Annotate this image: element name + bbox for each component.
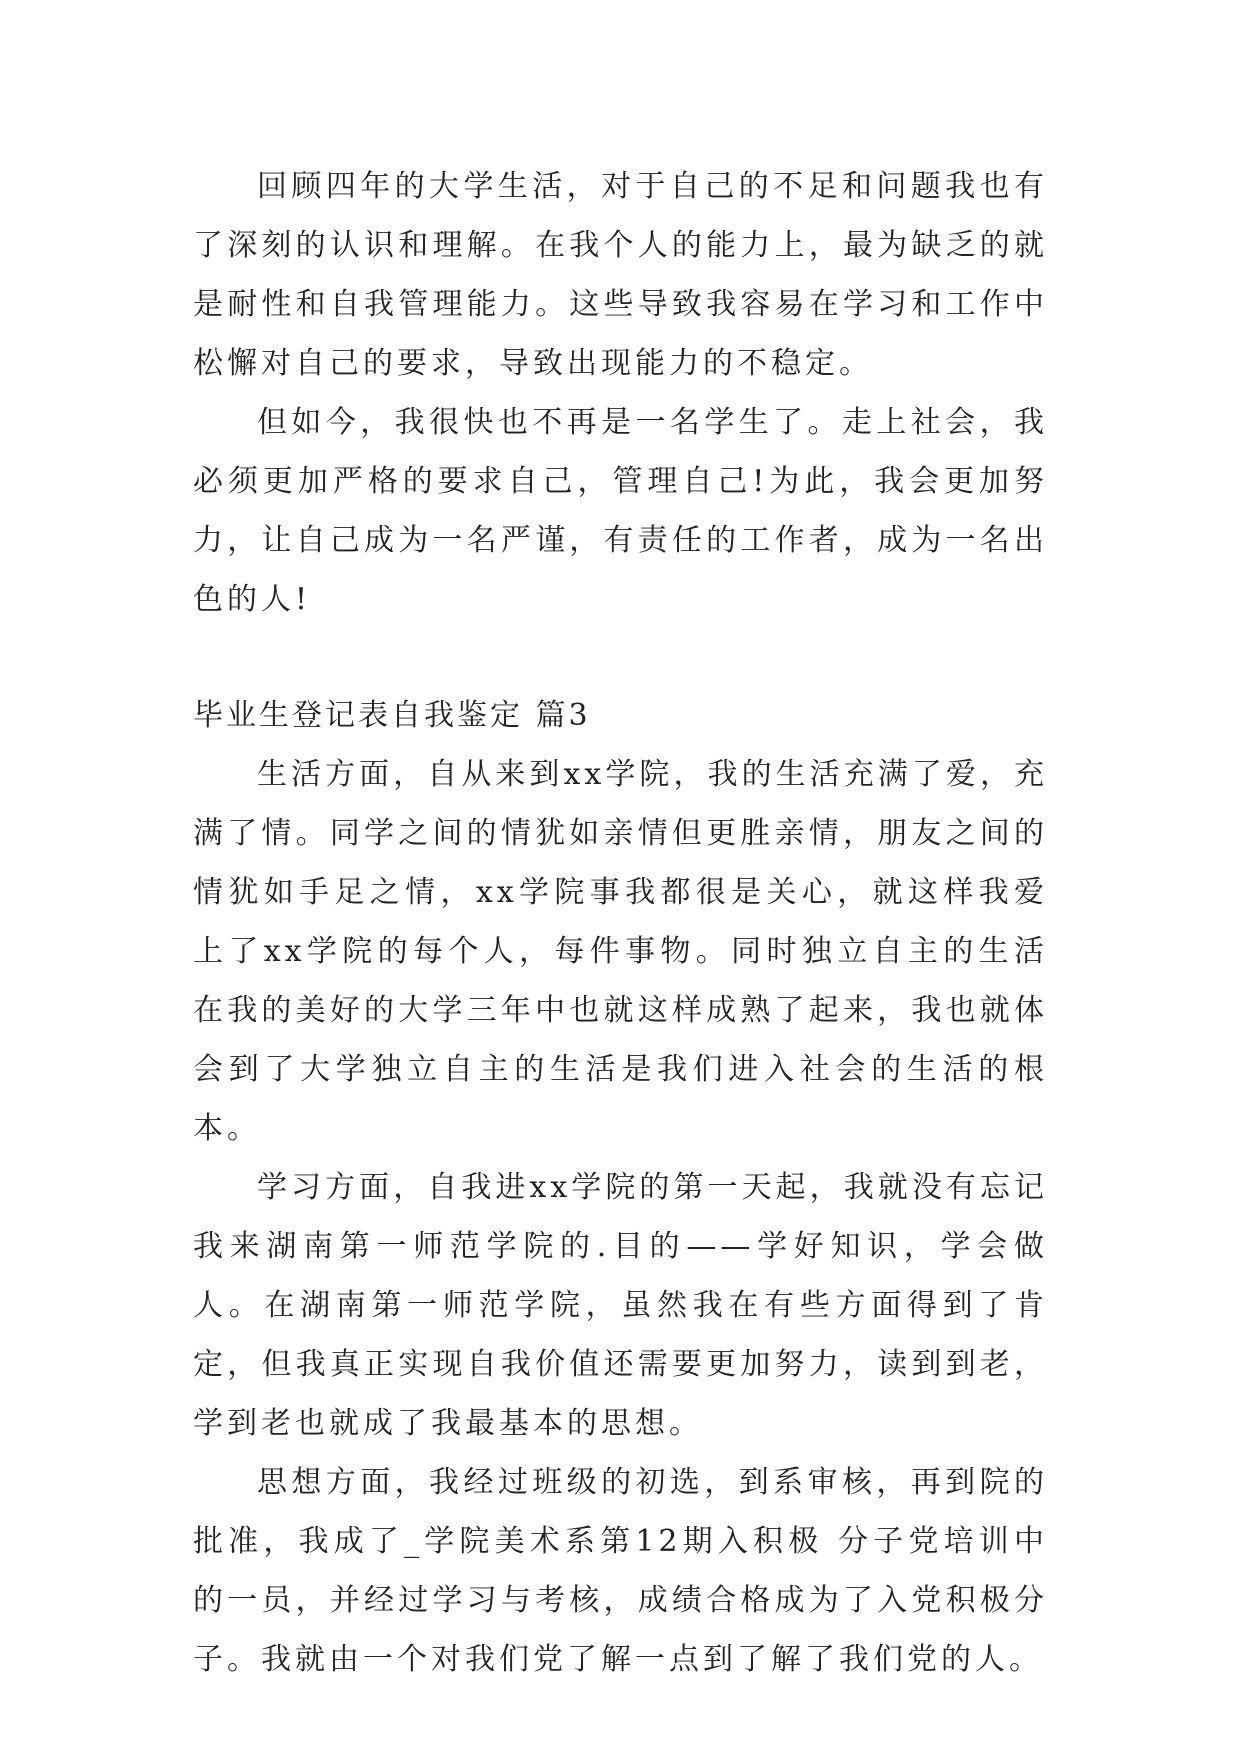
document-body <box>193 157 1048 1689</box>
paragraph-reflection: 回顾四年的大学生活，对于自己的不足和问题我也有了深刻的认识和理解。在我个人的能力上，最为缺乏的就是耐性和自我管理能力。这些导致我容易在学习和工作中松懈对自己的要求，导致出现能力的不稳定。 <box>193 169 1048 381</box>
paragraph-future: 但如今，我很快也不再是一名学生了。走上社会，我必须更加严格的要求自己，管理自己!为此，我会更加努力，让自己成为一名严谨，有责任的工作者，成为一名出色的人! <box>193 405 1048 617</box>
paragraph-life: 生活方面，自从来到xx学院，我的生活充满了爱，充满了情。同学之间的情犹如亲情但更胜亲情，朋友之间的情犹如手足之情，xx学院事我都很是关心，就这样我爱上了xx学院的每个人，每件事物。同时独立自主的生活在我的美好的大学三年中也就这样成熟了起来，我也就体会到了大学独立自主的生活是我们进入社会的生活的根本。 <box>193 757 1048 1146</box>
paragraph-study: 学习方面，自我进xx学院的第一天起，我就没有忘记我来湖南第一师范学院的.目的——学好知识，学会做人。在湖南第一师范学院，虽然我在有些方面得到了肯定，但我真正实现自我价值还需要更加努力，读到到老，学到老也就成了我最基本的思想。 <box>193 1170 1048 1441</box>
paragraph-ideology: 思想方面，我经过班级的初选，到系审核，再到院的批准，我成了_学院美术系第12期入积极 分子党培训中的一员，并经过学习与考核，成绩合格成为了入党积极分子。我就由一个对我们党了解一点到了解了我们党的人。 <box>193 1465 1048 1677</box>
section-heading: 毕业生登记表自我鉴定 篇3 <box>193 698 591 733</box>
